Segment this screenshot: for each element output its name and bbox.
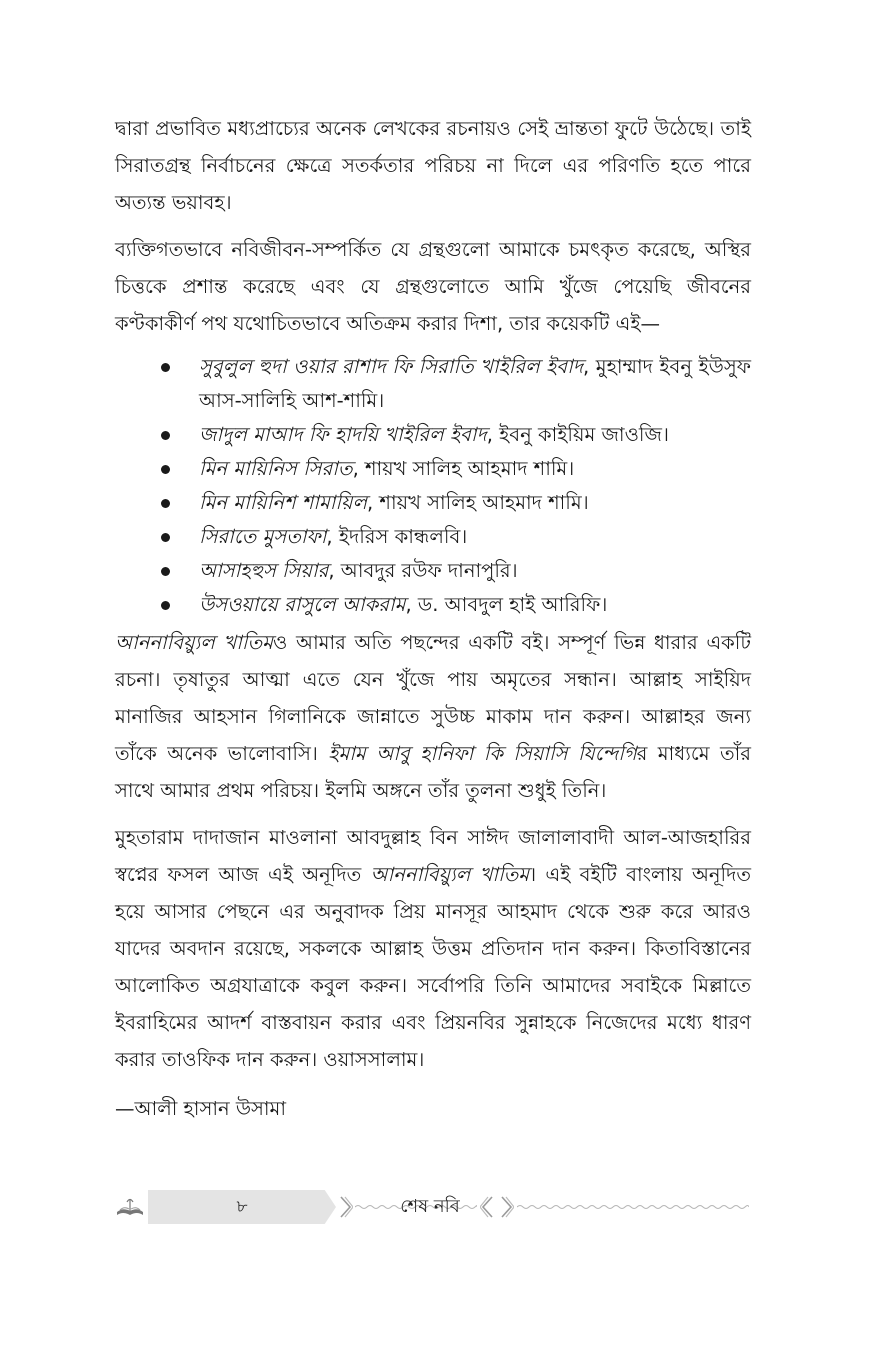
book-author: , মুহাম্মাদ ইবনু ইউসুফ আস-সালিহি আশ-শামি। xyxy=(199,355,751,412)
bullet-icon xyxy=(161,431,170,440)
paragraph-favorite-book: আননাবিয়্যুল খাতিমও আমার অতি পছন্দের একটি বই। সম্পূর্ণ ভিন্ন ধারার একটি রচনা। তৃষাতুর আত্মা এতে যেন খুঁজে পায় অমৃতের সন্ধান। আল্লাহ সাইয়িদ মানাজির আহসান গিলানিকে জান্নাতে সুউচ্চ মাকাম দান করুন। আল্লাহর জন্য তাঁকে অনেক ভালোবাসি। ইমাম আবু হানিফা কি সিয়াসি যিন্দেগির মাধ্যমে তাঁর সাথে আমার প্রথম পরিচয়। ইলমি অঙ্গনে তাঁর তুলনা শুধুই তিনি। xyxy=(115,631,751,802)
book-author: , শায়খ সালিহ আহমাদ শামি। xyxy=(352,457,575,480)
bullet-icon xyxy=(161,567,170,576)
book-title: আননাবিয়্যুল খাতিম xyxy=(370,863,530,886)
book-title: সুবুলুল হুদা ওয়ার রাশাদ ফি সিরাতি খাইরিল ইবাদ xyxy=(199,355,584,378)
list-item xyxy=(115,418,751,452)
chevron-right-icon xyxy=(339,1195,353,1219)
running-book-title: শেষ নবি xyxy=(400,1196,460,1217)
book-author: , ইদরিস কান্ধলবি। xyxy=(326,525,468,548)
bullet-icon xyxy=(161,533,170,542)
paragraph-intro: দ্বারা প্রভাবিত মধ্যপ্রাচ্যের অনেক লেখকের রচনায়ও সেই ভ্রান্ততা ফুটে উঠেছে। তাই সিরাতগ্রন্থ নির্বাচনের ক্ষেত্রে সতর্কতার পরিচয় না দিলে এর পরিণতি হতে পারে অত্যন্ত ভয়াবহ। xyxy=(115,117,751,214)
list-item xyxy=(115,520,751,554)
book-list xyxy=(115,350,751,622)
book-author: , ইবনু কাইয়িম জাওজি। xyxy=(486,423,669,446)
book-title: মিন মায়িনিস সিরাত xyxy=(199,457,353,480)
book-author: , আবদুর রউফ দানাপুরি। xyxy=(328,559,518,582)
book-title: জাদুল মাআদ ফি হাদয়ি খাইরিল ইবাদ xyxy=(199,423,487,446)
book-author: , শায়খ সালিহ আহমাদ শামি। xyxy=(367,491,589,514)
page-footer xyxy=(115,1190,751,1224)
book-title: আননাবিয়্যুল খাতিম xyxy=(115,631,273,654)
list-item xyxy=(115,554,751,588)
chevron-right-icon xyxy=(500,1195,514,1219)
list-item xyxy=(115,486,751,520)
bullet-icon xyxy=(161,499,170,508)
author-signature: —আলী হাসান উসামা xyxy=(115,1097,287,1120)
wave-divider-right xyxy=(517,1202,749,1212)
list-item xyxy=(115,588,751,622)
bullet-icon xyxy=(161,363,170,372)
paragraph-acknowledgement: মুহতারাম দাদাজান মাওলানা আবদুল্লাহ বিন সাঈদ জালালাবাদী আল-আজহারির স্বপ্নের ফসল আজ এই অনূদিত আননাবিয়্যুল খাতিম। এই বইটি বাংলায় অনূদিত হয়ে আসার পেছনে এর অনুবাদক প্রিয় মানসূর আহমাদ থেকে শুরু করে আরও যাদের অবদান রয়েছে, সকলকে আল্লাহ উত্তম প্রতিদান দান করুন। কিতাবিস্তানের আলোকিত অগ্রযাত্রাকে কবুল করুন। সর্বোপরি তিনি আমাদের সবাইকে মিল্লাতে ইবরাহিমের আদর্শ বাস্তবায়ন করার এবং প্রিয়নবির সুন্নাহকে নিজেদের মধ্যে ধারণ করার তাওফিক দান করুন। ওয়াসসালাম। xyxy=(115,826,751,1071)
paragraph-books-intro: ব্যক্তিগতভাবে নবিজীবন-সম্পর্কিত যে গ্রন্থগুলো আমাকে চমৎকৃত করেছে, অস্থির চিত্তকে প্রশান্ত করেছে এবং যে গ্রন্থগুলোতে আমি খুঁজে পেয়েছি জীবনের কণ্টকাকীর্ণ পথ যথোচিতভাবে অতিক্রম করার দিশা, তার কয়েকটি এই— xyxy=(115,238,751,335)
chevron-left-icon xyxy=(480,1195,494,1219)
list-item xyxy=(115,350,751,418)
book-title: উসওয়ায়ে রাসুলে আকরাম xyxy=(199,593,406,616)
open-book-icon xyxy=(115,1196,145,1218)
page-body xyxy=(115,110,751,1127)
bullet-icon xyxy=(161,465,170,474)
bullet-icon xyxy=(161,601,170,610)
book-title: মিন মায়িনিশ শামায়িল xyxy=(199,491,368,514)
page-number: ৮ xyxy=(236,1197,248,1217)
book-title: ইমাম আবু হানিফা কি সিয়াসি যিন্দেগি xyxy=(328,742,637,765)
list-item xyxy=(115,452,751,486)
book-title: আসাহহুস সিয়ার xyxy=(199,559,329,582)
book-title: সিরাতে মুসতাফা xyxy=(199,525,327,548)
book-author: , ড. আবদুল হাই আরিফি। xyxy=(405,593,608,616)
